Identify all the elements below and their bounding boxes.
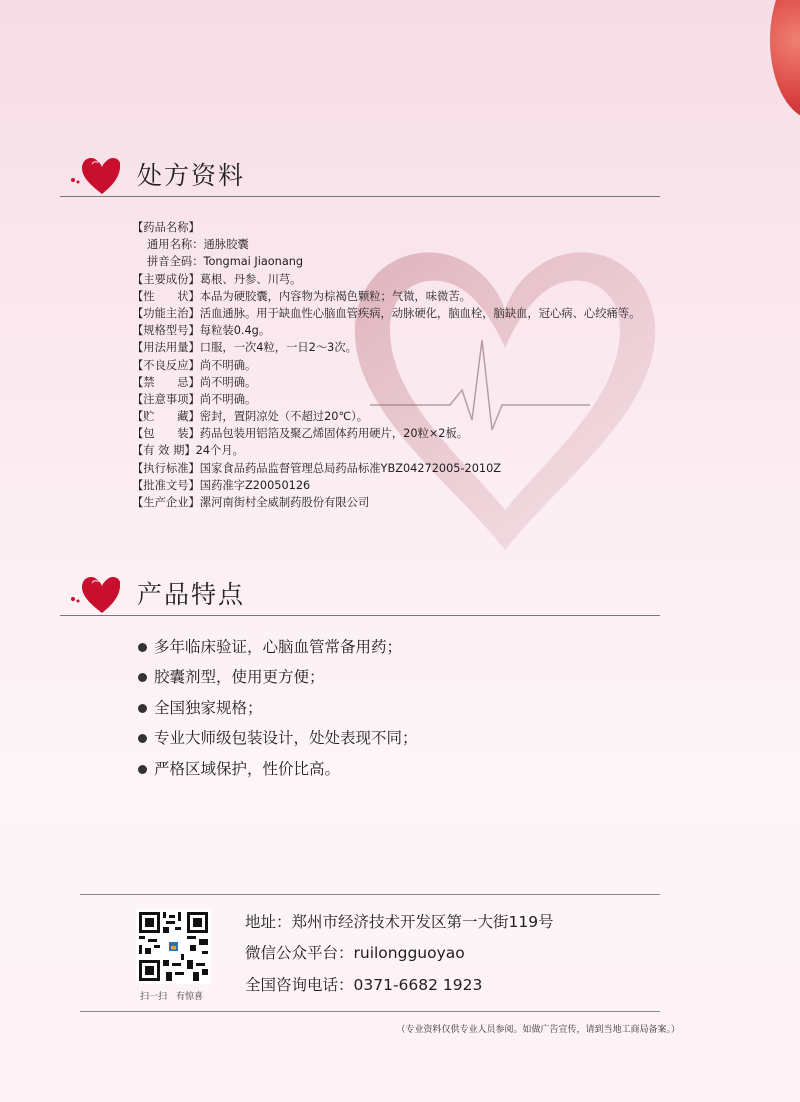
feature-list <box>138 632 418 784</box>
feature-item: 专业大师级包装设计，处处表现不同； <box>138 723 418 753</box>
info-row: 【生产企业】漯河南街村全威制药股份有限公司 <box>132 496 370 509</box>
section-title: 处方资料 <box>137 161 246 190</box>
bullet-icon <box>138 765 147 774</box>
footer-divider-bottom <box>80 1011 660 1012</box>
heart-icon <box>68 573 120 615</box>
section-divider <box>60 196 660 197</box>
info-row: 【注意事项】尚不明确。 <box>132 392 257 406</box>
feature-item: 多年临床验证，心脑血管常备用药； <box>138 632 418 662</box>
info-row: 【用法用量】口服，一次4粒，一日2～3次。 <box>132 341 357 355</box>
bullet-icon <box>138 643 147 652</box>
corner-decoration <box>770 0 800 120</box>
hotline-text: 全国咨询电话：0371-6682 1923 <box>245 976 483 994</box>
info-row: 【药品名称】 <box>132 221 200 234</box>
footer-divider-top <box>80 894 660 895</box>
bullet-icon <box>138 734 147 743</box>
info-row: 【贮 藏】密封，置阴凉处（不超过20℃）。 <box>132 410 369 424</box>
bullet-icon <box>138 673 147 682</box>
info-row: 拼音全码：Tongmai Jiaonang <box>147 255 304 269</box>
section-divider <box>60 615 660 616</box>
info-row: 【有 效 期】24个月。 <box>132 444 244 458</box>
info-row: 【禁 忌】尚不明确。 <box>132 375 257 389</box>
heart-icon <box>68 154 120 196</box>
wechat-text: 微信公众平台：ruilongguoyao <box>245 944 465 962</box>
info-row: 【性 状】本品为硬胶囊，内容物为棕褐色颗粒；气微，味微苦。 <box>132 289 471 303</box>
feature-item: 全国独家规格； <box>138 693 418 723</box>
section-header-prescription <box>60 152 660 202</box>
info-row: 通用名称：通脉胶囊 <box>147 238 249 252</box>
info-row: 【规格型号】每粒装0.4g。 <box>132 324 271 338</box>
feature-item: 严格区域保护，性价比高。 <box>138 754 418 784</box>
qr-caption: 扫一扫 有惊喜 <box>140 992 204 1002</box>
info-row: 【不良反应】尚不明确。 <box>132 358 257 372</box>
info-row: 【包 装】药品包装用铝箔及聚乙烯固体药用硬片，20粒×2板。 <box>132 427 469 441</box>
info-row: 【功能主治】活血通脉。用于缺血性心脑血管疾病，动脉硬化，脑血栓，脑缺血，冠心病、心绞痛等。 <box>132 306 641 320</box>
info-row: 【批准文号】国药准字Z20050126 <box>132 478 311 492</box>
feature-item: 胶囊剂型，使用更方便； <box>138 662 418 692</box>
address-text: 地址：郑州市经济技术开发区第一大街119号 <box>245 913 554 931</box>
section-header-features <box>60 571 660 621</box>
disclaimer-text: （专业资料仅供专业人员参阅。如做广告宣传，请到当地工商局备案。） <box>396 1025 680 1035</box>
drug-info-list <box>132 219 692 511</box>
info-row: 【执行标准】国家食品药品监督管理总局药品标准YBZ04272005-2010Z <box>132 461 502 475</box>
qr-code-icon <box>136 909 211 984</box>
info-row: 【主要成份】葛根、丹参、川芎。 <box>132 272 302 286</box>
section-title: 产品特点 <box>137 580 246 609</box>
bullet-icon <box>138 704 147 713</box>
